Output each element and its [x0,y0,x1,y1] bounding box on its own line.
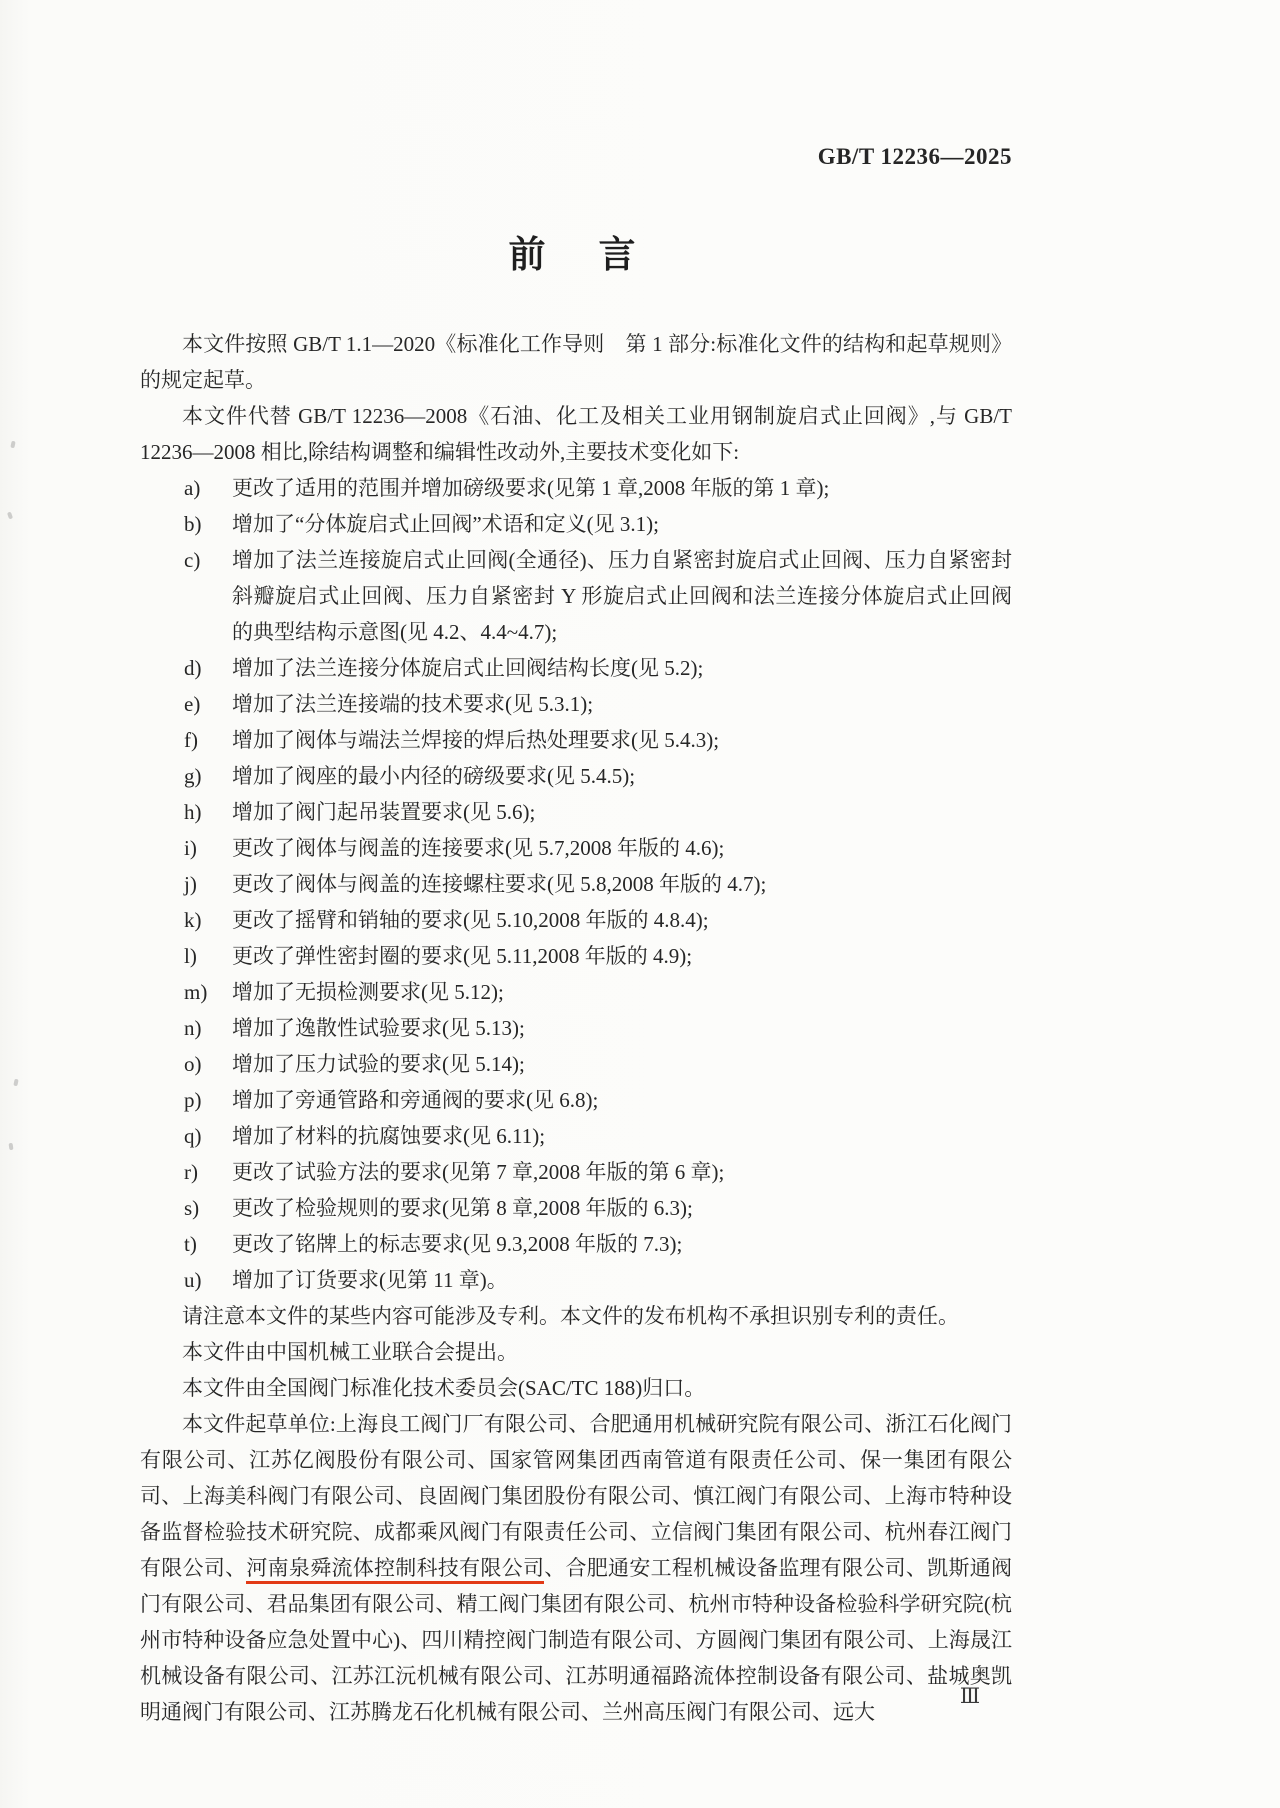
scan-speck [7,512,13,520]
change-item-label: f) [184,728,198,752]
change-item [184,650,1012,686]
change-item-label: h) [184,800,202,824]
change-item [184,506,1012,542]
change-item-label: e) [184,692,201,716]
page-number: Ⅲ [959,1684,981,1708]
standard-code: GB/T 12236—2025 [817,144,1012,169]
change-item-label: a) [184,476,201,500]
change-item-label: n) [184,1016,202,1040]
change-item-text: 增加了法兰连接旋启式止回阀(全通径)、压力自紧密封旋启式止回阀、压力自紧密封斜瓣旋启式止回阀、压力自紧密封 Y 形旋启式止回阀和法兰连接分体旋启式止回阀的典型结构示意图(见 4.2、4.4~4.7); [232,548,1012,644]
paragraph-drafting-units [140,1406,1012,1730]
change-item-label: d) [184,656,202,680]
change-item-text: 更改了适用的范围并增加磅级要求(见第 1 章,2008 年版的第 1 章); [232,476,830,500]
change-item-text: 增加了材料的抗腐蚀要求(见 6.11); [232,1124,546,1148]
change-item [184,830,1012,866]
change-item-text: 增加了无损检测要求(见 5.12); [232,980,504,1004]
change-item [184,1010,1012,1046]
change-item-label: c) [184,548,201,572]
change-item-label: b) [184,512,202,536]
notes-block [140,1298,1012,1406]
paragraph-drafting-basis: 本文件按照 GB/T 1.1—2020《标准化工作导则 第 1 部分:标准化文件的结构和起草规则》的规定起草。 [140,332,1012,392]
change-item-label: m) [184,980,208,1004]
page-title: 前 言 [508,235,644,276]
note-paragraph: 本文件由中国机械工业联合会提出。 [182,1340,518,1364]
change-item [184,902,1012,938]
change-item [184,938,1012,974]
scan-speck [13,1079,18,1087]
change-item [184,1046,1012,1082]
foreword-body [140,326,1012,1730]
change-item-label: i) [184,836,197,860]
change-item-label: r) [184,1160,198,1184]
change-item [184,794,1012,830]
change-item-label: j) [184,872,197,896]
note-paragraph: 请注意本文件的某些内容可能涉及专利。本文件的发布机构不承担识别专利的责任。 [182,1304,959,1328]
drafting-units-segment: 河南泉舜流体控制科技有限公司 [246,1556,544,1584]
change-item-text: 更改了检验规则的要求(见第 8 章,2008 年版的 6.3); [232,1196,693,1220]
change-item [184,722,1012,758]
note-paragraph: 本文件由全国阀门标准化技术委员会(SAC/TC 188)归口。 [182,1376,706,1400]
change-item-text: 更改了弹性密封圈的要求(见 5.11,2008 年版的 4.9); [232,944,693,968]
change-item-label: u) [184,1268,202,1292]
change-item [184,758,1012,794]
change-item-text: 增加了旁通管路和旁通阀的要求(见 6.8); [232,1088,599,1112]
change-item-text: 增加了订货要求(见第 11 章)。 [232,1268,508,1292]
change-item [184,542,1012,650]
change-item [184,686,1012,722]
change-item [184,1262,1012,1298]
change-item-label: o) [184,1052,202,1076]
change-item [184,1190,1012,1226]
drafting-units-segment: 、合肥通安工程机械设备监理有限公司、凯斯通阀门有限公司、君品集团有限公司、精工阀门集团有限公司、杭州市特种设备检验科学研究院(杭州市特种设备应急处置中心)、四川精控阀门制造有限公司、方圆阀门集团有限公司、上海晟江机械设备有限公司、江苏江沅机械有限公司、江苏明通福路流体控制设备有限公司、盐城奥凯明通阀门有限公司、江苏腾龙石化机械有限公司、兰州高压阀门有限公司、远大 [140,1556,1013,1724]
changes-list [140,470,1012,1298]
change-item-text: 更改了铭牌上的标志要求(见 9.3,2008 年版的 7.3); [232,1232,683,1256]
change-item-label: l) [184,944,197,968]
change-item-text: 更改了阀体与阀盖的连接要求(见 5.7,2008 年版的 4.6); [232,836,725,860]
drafting-units-segment: 本文件起草单位:上海良工阀门厂有限公司、合肥通用机械研究院有限公司、浙江石化阀门有限公司、江苏亿阀股份有限公司、国家管网集团西南管道有限责任公司、保一集团有限公司、上海美科阀门有限公司、良固阀门集团股份有限公司、慎江阀门有限公司、上海市特种设备监督检验技术研究院、成都乘风阀门有限责任公司、立信阀门集团有限公司、杭州春江阀门有限公司、 [140,1412,1012,1580]
change-item [184,1226,1012,1262]
change-item-text: 增加了“分体旋启式止回阀”术语和定义(见 3.1); [232,512,659,536]
change-item-text: 更改了摇臂和销轴的要求(见 5.10,2008 年版的 4.8.4); [232,908,709,932]
change-item-text: 增加了压力试验的要求(见 5.14); [232,1052,525,1076]
change-item [184,470,1012,506]
scan-speck [10,441,15,449]
change-item-text: 更改了试验方法的要求(见第 7 章,2008 年版的第 6 章); [232,1160,725,1184]
change-item-text: 增加了法兰连接端的技术要求(见 5.3.1); [232,692,594,716]
change-item [184,974,1012,1010]
change-item-text: 增加了阀体与端法兰焊接的焊后热处理要求(见 5.4.3); [232,728,720,752]
change-item-text: 增加了法兰连接分体旋启式止回阀结构长度(见 5.2); [232,656,704,680]
change-item-text: 增加了阀座的最小内径的磅级要求(见 5.4.5); [232,764,636,788]
change-item-label: k) [184,908,202,932]
change-item-label: q) [184,1124,202,1148]
change-item [184,866,1012,902]
change-item-label: p) [184,1088,202,1112]
change-item-text: 更改了阀体与阀盖的连接螺柱要求(见 5.8,2008 年版的 4.7); [232,872,767,896]
change-item-label: t) [184,1232,197,1256]
paragraph-replacement: 本文件代替 GB/T 12236—2008《石油、化工及相关工业用钢制旋启式止回阀》,与 GB/T 12236—2008 相比,除结构调整和编辑性改动外,主要技术变化如下: [140,404,1012,464]
change-item [184,1154,1012,1190]
change-item [184,1082,1012,1118]
scan-speck [9,1143,14,1150]
change-item-label: s) [184,1196,200,1220]
change-item-text: 增加了阀门起吊装置要求(见 5.6); [232,800,536,824]
change-item-label: g) [184,764,202,788]
change-item-text: 增加了逸散性试验要求(见 5.13); [232,1016,525,1040]
change-item [184,1118,1012,1154]
